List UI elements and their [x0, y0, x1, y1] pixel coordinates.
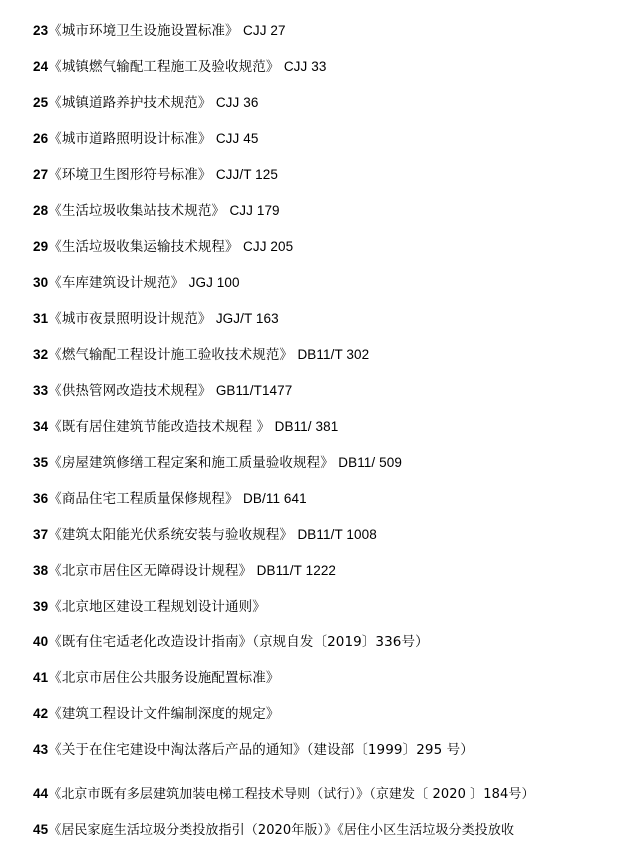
- item-number: 29: [33, 239, 49, 254]
- list-item: [33, 526, 377, 544]
- item-title: 《房屋建筑修缮工程定案和施工质量验收规程》: [48, 455, 334, 471]
- list-item: [33, 130, 258, 148]
- item-title: 《环境卫生图形符号标准》: [48, 167, 212, 183]
- item-code: CJJ 179: [229, 203, 280, 218]
- item-title: 《北京地区建设工程规划设计通则》: [48, 599, 266, 615]
- list-item: [33, 418, 338, 436]
- list-item: [33, 741, 474, 759]
- item-code: CJJ 45: [215, 131, 259, 146]
- list-item: [33, 562, 336, 580]
- list-item: [33, 669, 279, 687]
- item-number: 26: [33, 131, 49, 146]
- item-code: DB11/ 381: [274, 419, 339, 434]
- item-title: 《关于在住宅建设中淘汰落后产品的通知》（建设部〔1999〕295 号）: [48, 742, 474, 758]
- item-code: CJJ 27: [243, 23, 286, 38]
- item-number: 37: [33, 527, 49, 542]
- list-item: [33, 346, 369, 364]
- item-title: 《既有居住建筑节能改造技术规程 》: [48, 419, 271, 435]
- item-number: 43: [33, 742, 49, 757]
- item-number: 31: [33, 311, 49, 326]
- item-number: 45: [33, 822, 49, 837]
- item-title: 《北京市既有多层建筑加装电梯工程技术导则（试行）》（京建发〔 2020 〕184号）: [48, 787, 535, 802]
- list-item: [33, 238, 293, 256]
- item-code: DB/11 641: [243, 491, 307, 506]
- item-number: 24: [33, 59, 49, 74]
- item-code: CJJ 36: [215, 95, 259, 110]
- list-item: [33, 310, 279, 328]
- item-number: 30: [33, 275, 49, 290]
- item-title: 《生活垃圾收集运输技术规程》: [48, 239, 239, 255]
- item-title: 《北京市居住公共服务设施配置标准》: [48, 670, 280, 686]
- item-title: 《建筑工程设计文件编制深度的规定》: [48, 706, 280, 722]
- item-code: CJJ 205: [243, 239, 294, 254]
- list-item: [33, 454, 402, 472]
- list-item: [33, 166, 278, 184]
- item-title: 《居民家庭生活垃圾分类投放指引（2020年版）》《居住小区生活垃圾分类投放收: [48, 823, 515, 838]
- item-title: 《商品住宅工程质量保修规程》: [48, 491, 239, 507]
- item-number: 32: [33, 347, 49, 362]
- list-item: [33, 22, 286, 40]
- item-title: 《城镇燃气输配工程施工及验收规范》: [48, 59, 280, 75]
- item-title: 《城镇道路养护技术规范》: [48, 95, 212, 111]
- item-title: 《燃气输配工程设计施工验收技术规范》: [48, 347, 294, 363]
- list-item: [33, 382, 292, 400]
- list-item: [33, 202, 280, 220]
- item-code: CJJ 33: [283, 59, 327, 74]
- item-number: 40: [33, 634, 49, 649]
- list-item: [33, 274, 240, 292]
- list-item: [33, 490, 307, 508]
- list-item: [33, 633, 429, 651]
- item-title: 《车库建筑设计规范》: [48, 275, 185, 291]
- list-item: [33, 821, 514, 840]
- item-number: 34: [33, 419, 49, 434]
- item-code: DB11/T 302: [297, 347, 370, 362]
- item-number: 36: [33, 491, 49, 506]
- item-title: 《北京市居住区无障碍设计规程》: [48, 563, 253, 579]
- item-title: 《城市道路照明设计标准》: [48, 131, 212, 147]
- item-title: 《既有住宅适老化改造设计指南》（京规自发〔2019〕336号）: [48, 634, 429, 650]
- item-code: DB11/T 1222: [256, 563, 337, 578]
- item-code: JGJ/T 163: [215, 311, 279, 326]
- item-number: 39: [33, 599, 49, 614]
- item-number: 27: [33, 167, 49, 182]
- item-number: 41: [33, 670, 49, 685]
- item-number: 28: [33, 203, 49, 218]
- item-number: 44: [33, 786, 49, 801]
- list-item: [33, 785, 535, 804]
- item-title: 《城市夜景照明设计规范》: [48, 311, 212, 327]
- list-item: [33, 598, 266, 616]
- item-code: JGJ 100: [188, 275, 240, 290]
- list-item: [33, 705, 279, 723]
- item-title: 《城市环境卫生设施设置标准》: [48, 23, 239, 39]
- list-item: [33, 58, 326, 76]
- item-number: 35: [33, 455, 49, 470]
- item-title: 《供热管网改造技术规程》: [48, 383, 212, 399]
- item-number: 33: [33, 383, 49, 398]
- item-number: 25: [33, 95, 49, 110]
- item-code: CJJ/T 125: [215, 167, 279, 182]
- item-title: 《生活垃圾收集站技术规范》: [48, 203, 226, 219]
- item-number: 38: [33, 563, 49, 578]
- item-code: GB11/T1477: [215, 383, 293, 398]
- item-number: 23: [33, 23, 49, 38]
- list-item: [33, 94, 258, 112]
- item-number: 42: [33, 706, 49, 721]
- item-code: DB11/T 1008: [297, 527, 377, 542]
- item-code: DB11/ 509: [338, 455, 402, 470]
- item-title: 《建筑太阳能光伏系统安装与验收规程》: [48, 527, 294, 543]
